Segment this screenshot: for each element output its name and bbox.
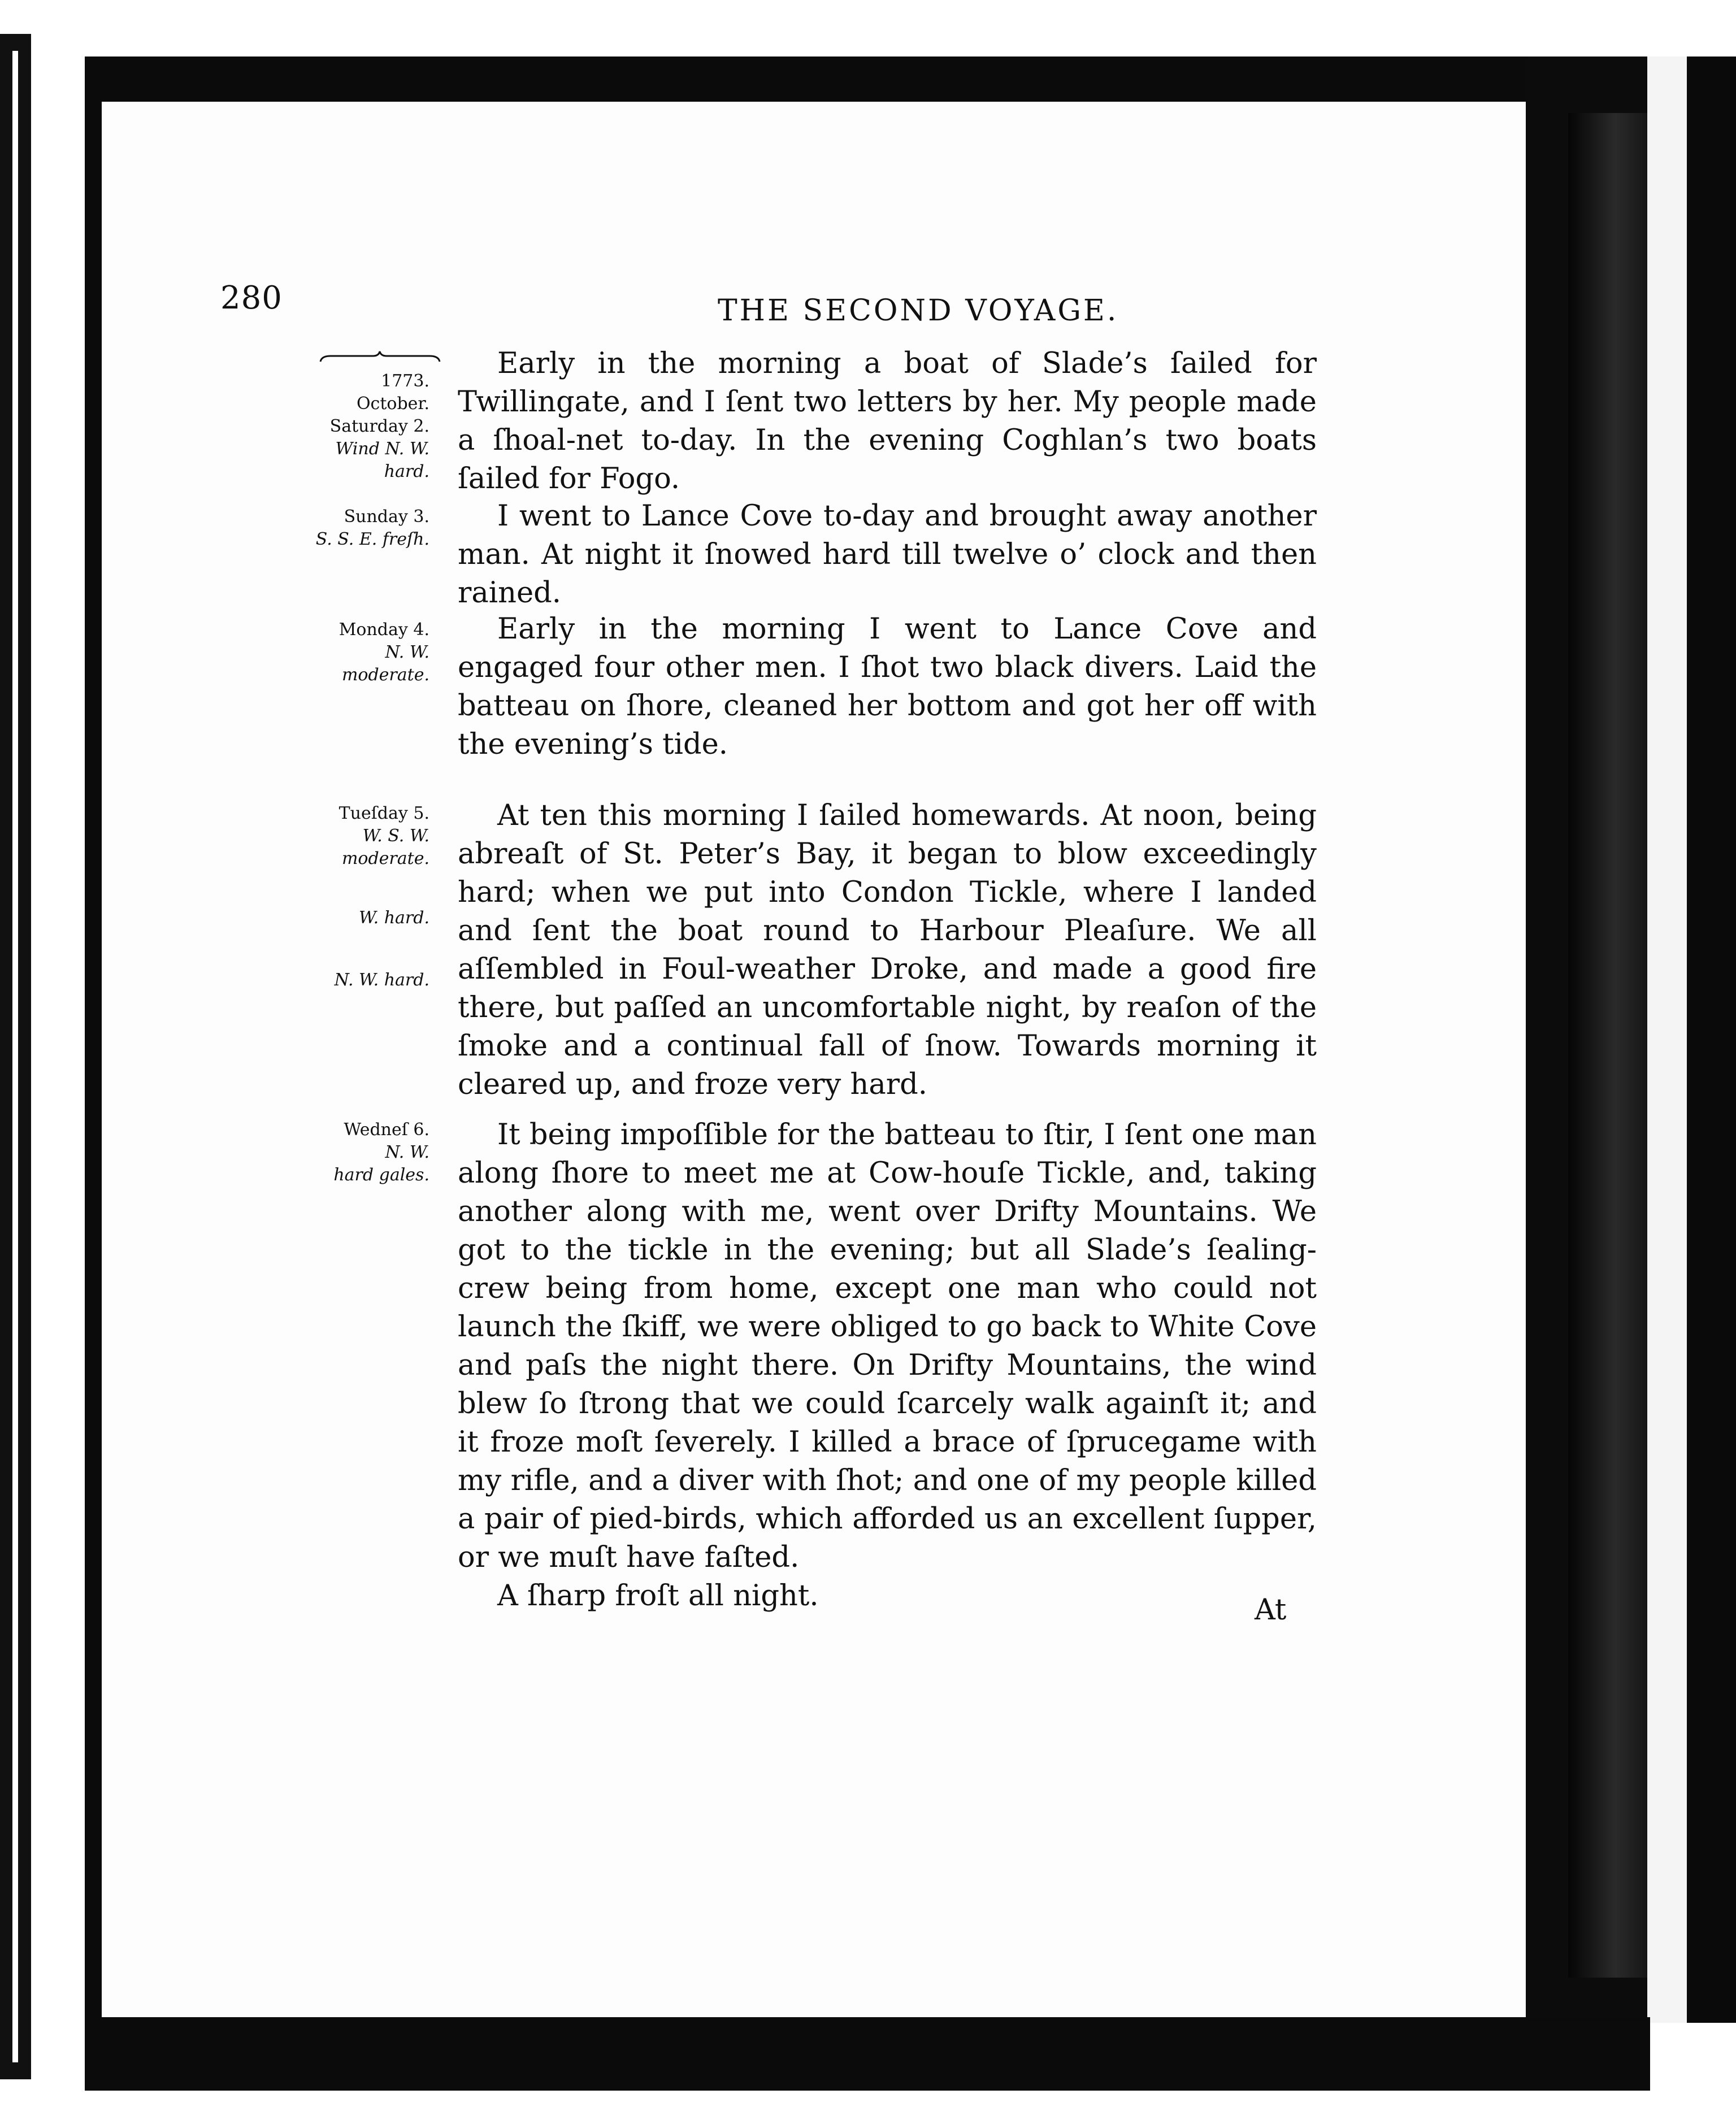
entry-paragraph: I went to Lance Cove to-day and brought away another man. At night it ſnowed hard till twelve o’ clock and then rained. (458, 499, 1317, 610)
margin-wind-strength: hard gales. (333, 1165, 429, 1185)
margin-note-sunday (288, 506, 429, 551)
journal-entry-monday (458, 610, 1317, 764)
margin-note-tuesday-night (288, 969, 429, 992)
entry-paragraph: A ſharp froſt all night. (497, 1579, 819, 1613)
entry-paragraph: Early in the morning I went to Lance Cove and engaged four other men. I ſhot two black divers. Laid the batteau on ſhore, cleaned her bottom and got her off with the evening’s tide. (458, 612, 1317, 761)
margin-wind-strength: moderate. (341, 665, 429, 685)
margin-note-tuesday (288, 802, 429, 870)
margin-day: Sunday 3. (344, 507, 429, 527)
margin-day: Tueſday 5. (338, 803, 429, 823)
journal-entry-saturday (458, 345, 1317, 498)
margin-day: Saturday 2. (329, 416, 429, 436)
journal-entry-wednesday (458, 1116, 1317, 1615)
scan-border-line (12, 51, 18, 2062)
margin-wind: W. hard. (359, 908, 429, 928)
page-number: 280 (220, 280, 283, 316)
margin-month: October. (356, 394, 429, 414)
margin-note-tuesday-noon (288, 907, 429, 929)
margin-year: 1773. (381, 371, 429, 391)
margin-wind: Wind N. W. (335, 439, 429, 459)
margin-brace-ornament (319, 350, 441, 363)
scan-border-bottom (85, 2017, 1650, 2091)
margin-day: Monday 4. (338, 620, 429, 640)
margin-note-saturday (288, 370, 429, 483)
catchword: At (1255, 1593, 1287, 1627)
margin-wind: N. W. (385, 642, 429, 662)
margin-wind-strength: moderate. (341, 849, 429, 868)
margin-day: Wedneſ 6. (344, 1120, 429, 1140)
entry-paragraph: It being impoſſible for the batteau to ſtir, I ſent one man along ſhore to meet me at Cow-houſe Tickle, and, taking another along with me, went over Drifty Mountains. We got to the tickle in the evening; but all Slade’s ſealing-crew being from home, except one man who could not launch the ſkiff, we were obliged to go back to White Cove and paſs the night there. On Drifty Mountains, the wind blew ſo ſtrong that we could ſcarcely walk againſt it; and it froze moſt ſeverely. I killed a brace of ſprucegame with my rifle, and a diver with ſhot; and one of my people killed a pair of pied-birds, which afforded us an excellent ſupper, or we muſt have faſted. (458, 1118, 1317, 1574)
margin-wind-strength: hard. (384, 462, 429, 481)
running-head: THE SECOND VOYAGE. (718, 294, 1119, 328)
journal-entry-sunday (458, 497, 1317, 612)
margin-note-wednesday (288, 1119, 429, 1187)
entry-paragraph: At ten this morning I ſailed homewards. At noon, being abreaſt of St. Peter’s Bay, it began to blow exceedingly hard; when we put into Condon Tickle, where I landed and ſent the boat round to Harbour Pleaſure. We all aſſembled in Foul-weather Droke, and made a good fire there, but paſſed an uncomfortable night, by reaſon of the ſmoke and a continual fall of ſnow. Towards morning it cleared up, and froze very hard. (458, 799, 1317, 1101)
scan-border-page-left (85, 57, 102, 2068)
margin-wind: N. W. hard. (334, 970, 429, 990)
margin-wind: W. S. W. (362, 826, 429, 846)
scan-gutter-shadow (1568, 113, 1647, 1978)
margin-wind: N. W. (385, 1142, 429, 1162)
scan-border-right (1687, 57, 1736, 2023)
entry-paragraph: Early in the morning a boat of Slade’s ſailed for Twillingate, and I ſent two letters by her. My people made a ſhoal-net to-day. In the evening Coghlan’s two boats ſailed for Fogo. (458, 347, 1317, 496)
margin-note-monday (288, 619, 429, 687)
journal-entry-tuesday (458, 797, 1317, 1104)
margin-wind: S. S. E. freſh. (315, 529, 429, 549)
scan-border-top (85, 57, 1611, 102)
